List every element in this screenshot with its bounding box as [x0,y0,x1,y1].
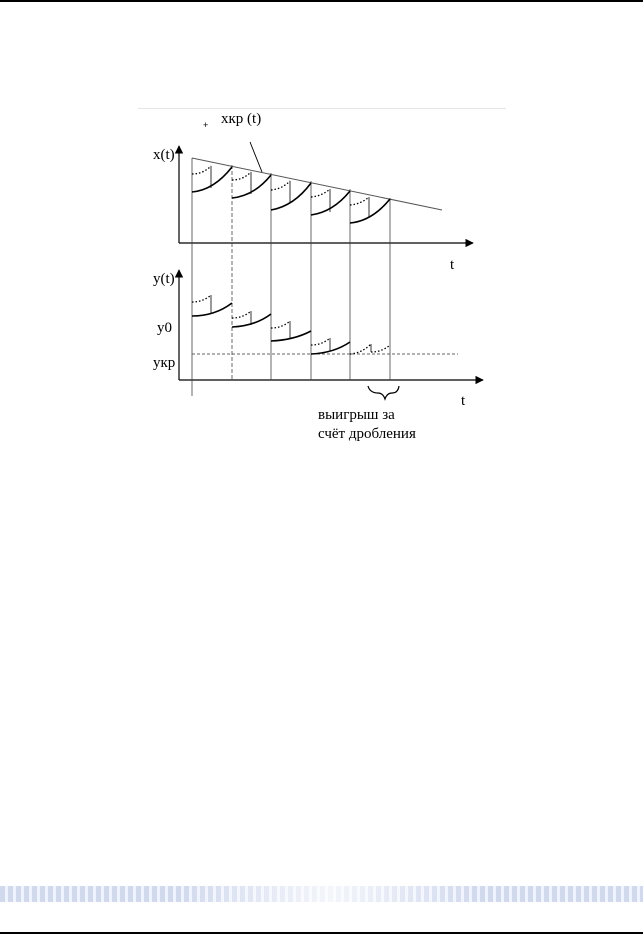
gain-caption-line-2: счёт дробления [318,425,416,442]
label-y-of-t: y(t) [153,271,175,287]
gain-caption [318,406,416,444]
lower-solid-curve-2 [232,314,271,327]
lower-dotted-curves [192,295,390,354]
upper-solid-curves [192,167,390,223]
x-critical-line [192,158,442,210]
label-x-of-t: x(t) [153,147,175,163]
upper-solid-curve-4 [311,191,350,215]
bottom-rule [0,932,643,934]
lower-dotted-curve-3 [271,321,290,328]
lower-dotted-curve-1 [192,295,211,302]
upper-solid-curve-5 [350,199,390,223]
upper-small-verticals [211,166,369,218]
gain-brace [368,386,399,399]
label-y0: y0 [157,320,172,336]
upper-dotted-curve-5 [350,197,369,205]
lower-dotted-curve-5 [350,344,371,354]
lower-solid-curve-3 [271,331,311,341]
upper-dotted-curve-1 [192,166,211,174]
upper-dotted-curve-2 [232,172,251,180]
label-y-critical: yкр [153,355,176,371]
label-x-critical: xкр (t) [221,111,262,127]
lower-dotted-curve-4 [311,338,330,345]
upper-solid-curve-2 [232,175,271,198]
gain-caption-line-1: выигрыш за [318,407,395,423]
small-cross: + [203,120,209,130]
x-critical-pointer [250,142,262,172]
lower-dotted-curve-6 [371,345,390,352]
footer-band-fade [180,886,480,902]
lower-solid-curve-4 [311,342,350,354]
upper-dotted-curve-3 [271,181,290,190]
upper-solid-curve-3 [271,183,311,210]
label-t-lower: t [461,393,466,409]
stage-dividers [192,158,390,396]
upper-solid-curve-1 [192,167,232,192]
upper-dotted-curve-4 [311,189,330,197]
label-t-upper: t [450,257,455,273]
lower-dotted-curve-2 [232,311,251,318]
lower-solid-curve-1 [192,303,232,316]
